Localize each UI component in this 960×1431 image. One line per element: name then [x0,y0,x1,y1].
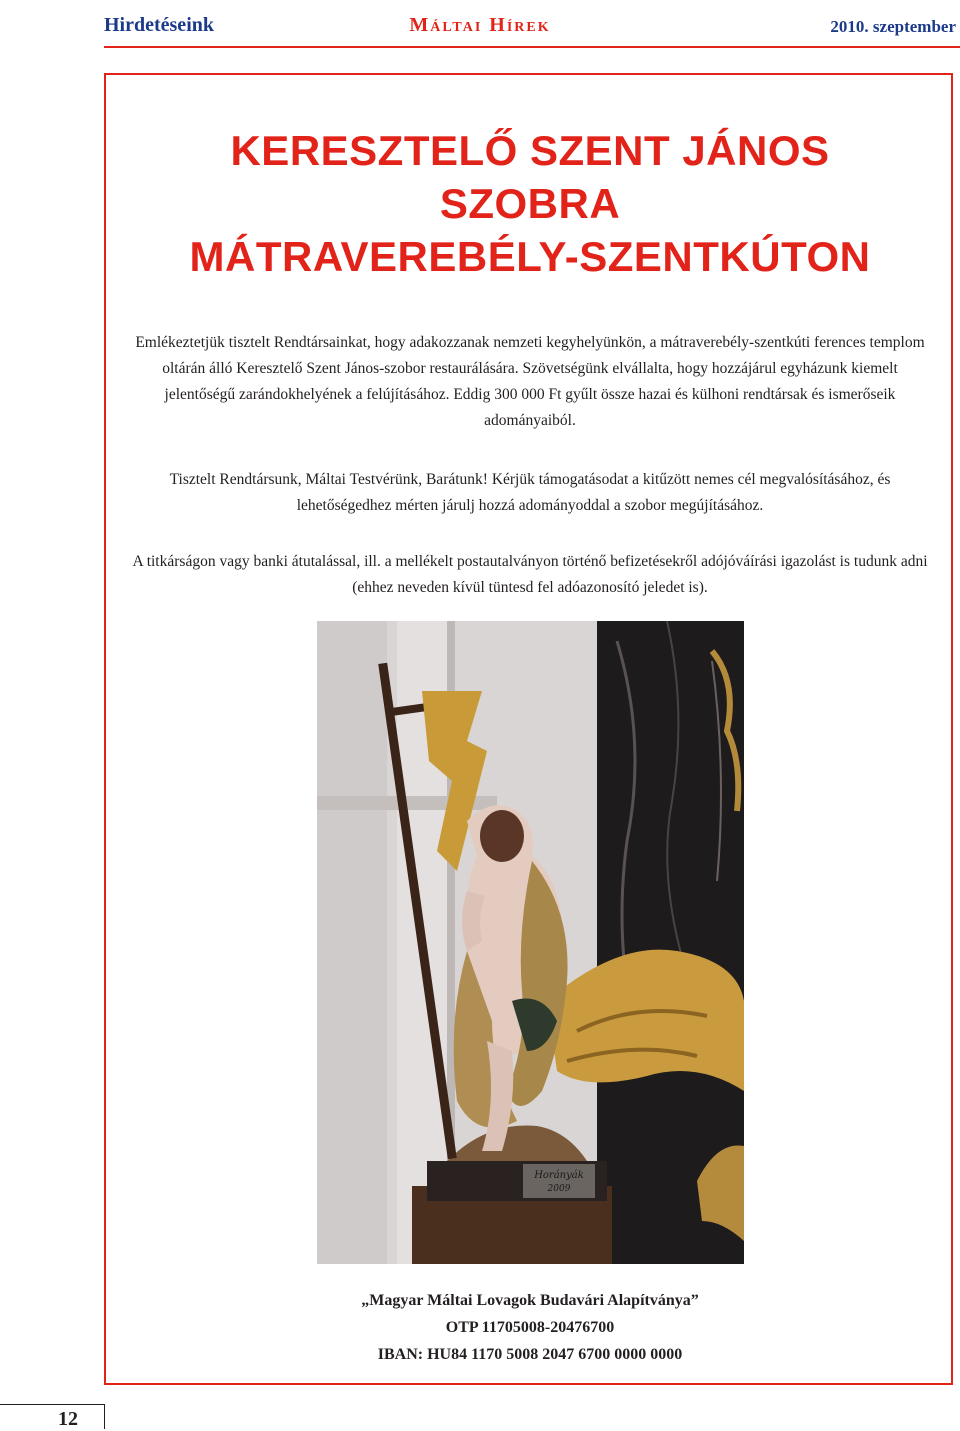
page-number-rule [0,1404,104,1405]
paragraph-appeal: Tisztelt Rendtársunk, Máltai Testvérünk, Barátunk! Kérjük támogatásodat a kitűzött nemes cél megvalósításához, és lehetőségedhez mérten járulj hozzá adományoddal a szobor megújításához. [169,471,891,514]
title-line-1: KERESZTELŐ SZENT JÁNOS [230,127,830,174]
paragraph-intro: Emlékeztetjük tisztelt Rendtársainkat, hogy adakozzanak nemzeti kegyhelyünkön, a mátraverebély-szentkúti ferences templom oltárán álló Keresztelő Szent János-szobor restaurálására. Szövetségünk elvállalta, hogy hozzájárul egyházunk kiemelt jelentőségű zarándokhelyének a felújításához. Eddig 300 000 Ft gyűlt össze hazai és külhoni rendtársak és ismerőseik adományaiból. [135,334,925,429]
statue-photo [317,621,744,1264]
paragraph-tax-info: A titkárságon vagy banki átutalással, ill. a mellékelt postautalványon történő befizetésekről adójóváírási igazolást is tudunk adni (ehhez neveden kívül tüntesd fel adóazonosító jeledet is). [132,553,928,596]
publication-title: Máltai Hírek [409,14,551,36]
title-line-2: SZOBRA [439,180,621,227]
title-line-3: MÁTRAVEREBÉLY-SZENTKÚTON [189,233,871,280]
bank-account: OTP 11705008-20476700 [445,1319,615,1336]
page-header [0,0,960,52]
iban-number: IBAN: HU84 1170 5008 2047 6700 0000 0000 [377,1346,683,1363]
issue-date: 2010. szeptember [830,17,956,36]
plaque-text-1: Horányák [534,1170,584,1181]
article-title [104,124,956,283]
plaque-text-2: 2009 [547,1184,571,1194]
page-number-divider [104,1404,105,1429]
page-number: 12 [58,1408,78,1430]
header-rule [104,46,960,48]
section-title: Hirdetéseink [104,14,214,36]
foundation-name: „Magyar Máltai Lovagok Budavári Alapítványa” [361,1292,699,1309]
